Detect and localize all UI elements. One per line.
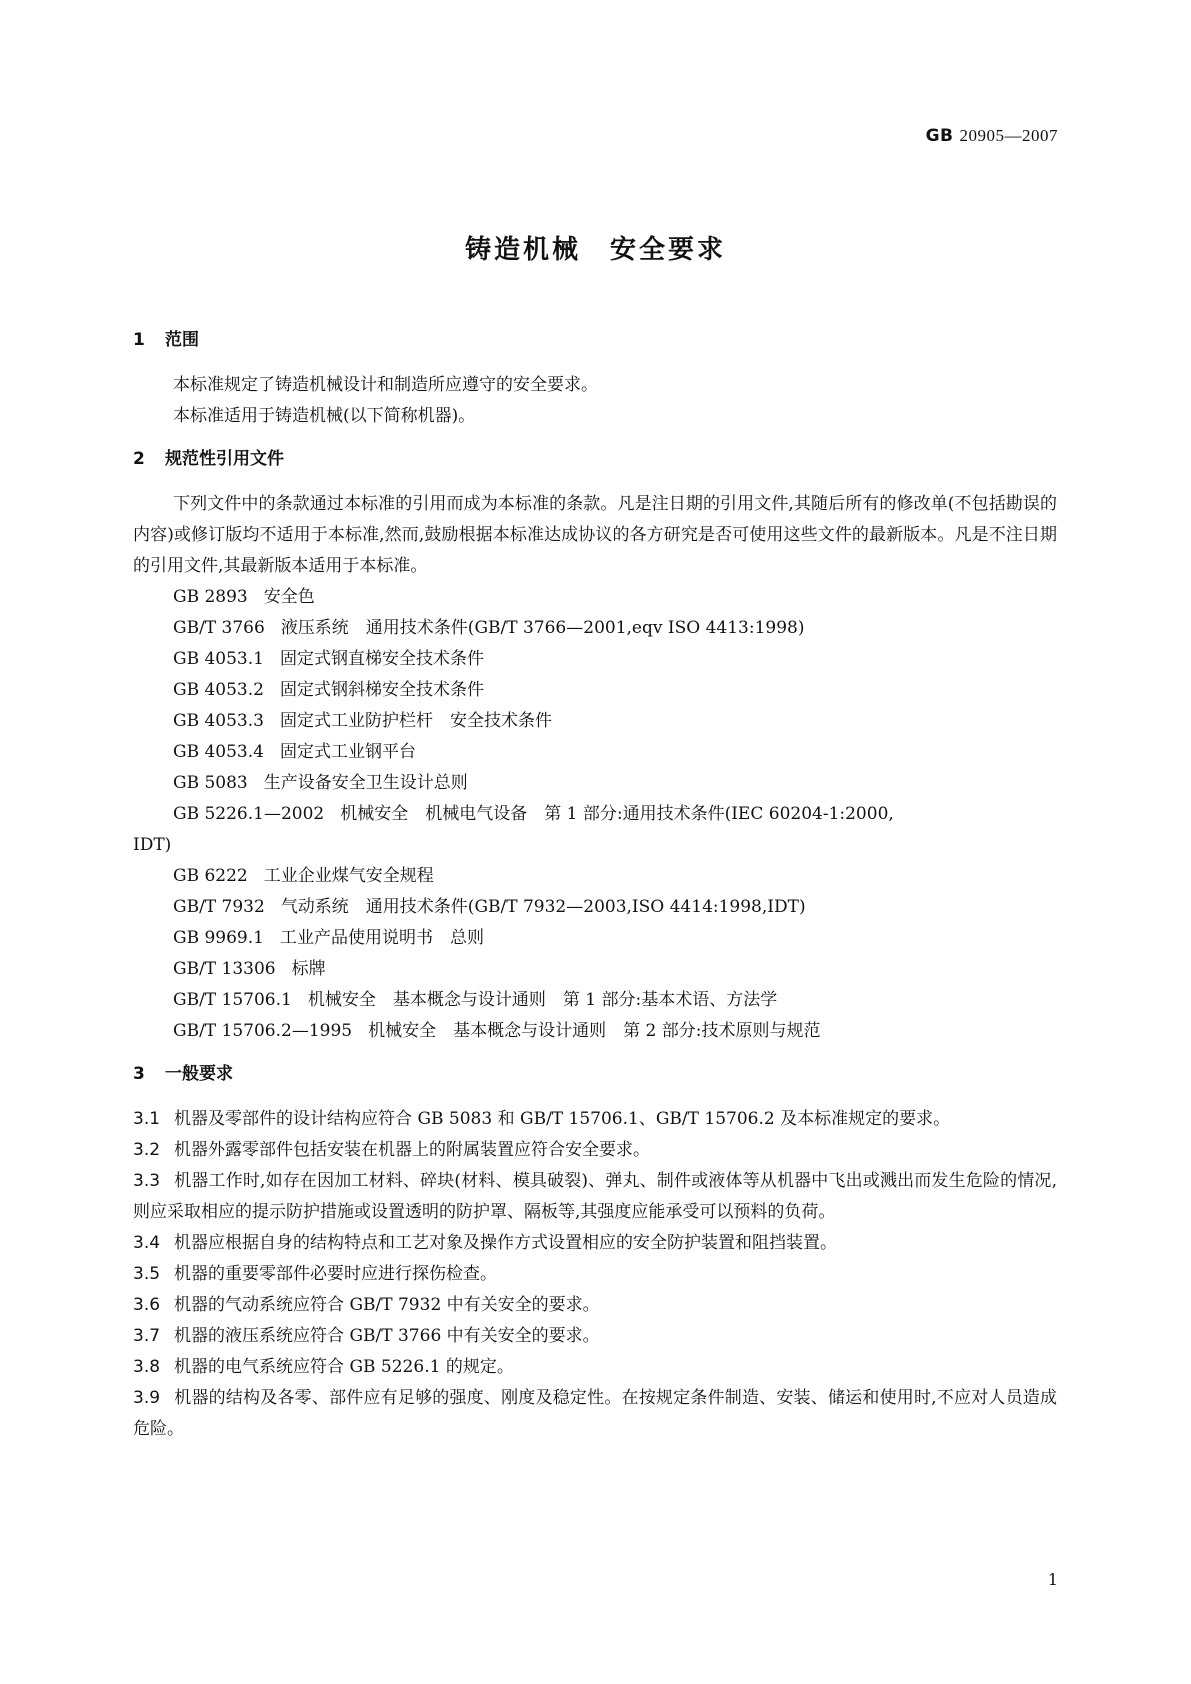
clause-number: 3.8 [133,1357,161,1377]
reference-title: 机械安全 基本概念与设计通则 第 2 部分:技术原则与规范 [368,1021,821,1041]
reference-title: 工业产品使用说明书 总则 [279,928,484,948]
reference-code: GB 4053.2 [173,680,264,700]
reference-code: GB/T 3766 [173,618,265,638]
paragraph: 本标准适用于铸造机械(以下简称机器)。 [173,406,476,426]
standard-prefix: GB [925,126,954,146]
reference-title: 固定式工业防护栏杆 安全技术条件 [279,711,552,731]
section-heading-scope [133,328,1057,352]
clause-number: 3.1 [133,1109,161,1129]
clause-item [133,1228,1057,1259]
reference-code: GB 6222 [173,866,248,886]
clause-number: 3.7 [133,1326,161,1346]
clause-text: 机器的气动系统应符合 GB/T 7932 中有关安全的要求。 [174,1295,600,1315]
clause-text: 机器的重要零部件必要时应进行探伤检查。 [174,1264,498,1284]
section-heading-general-requirements [133,1062,1057,1086]
reference-code: GB 4053.4 [173,742,264,762]
reference-item [133,582,1057,613]
clause-item [133,1383,1057,1445]
reference-item [133,737,1057,768]
reference-code: GB/T 13306 [173,959,276,979]
reference-item [133,954,1057,985]
clause-number: 3.5 [133,1264,161,1284]
clause-text: 机器及零部件的设计结构应符合 GB 5083 和 GB/T 15706.1、GB/T 15706.2 及本标准规定的要求。 [174,1109,951,1129]
section-number: 1 [133,330,145,350]
clause-number: 3.6 [133,1295,161,1315]
clause-text: 机器的电气系统应符合 GB 5226.1 的规定。 [174,1357,514,1377]
paragraph: 下列文件中的条款通过本标准的引用而成为本标准的条款。凡是注日期的引用文件,其随后所有的修改单(不包括勘误的内容)或修订版均不适用于本标准,然而,鼓励根据本标准达成协议的各方研究是否可使用这些文件的最新版本。凡是不注日期的引用文件,其最新版本适用于本标准。 [133,494,1057,576]
paragraph: 本标准规定了铸造机械设计和制造所应遵守的安全要求。 [173,375,598,395]
reference-code: GB 5083 [173,773,248,793]
reference-title: 固定式钢斜梯安全技术条件 [279,680,484,700]
clause-item [133,1104,1057,1135]
reference-title: 固定式钢直梯安全技术条件 [279,649,484,669]
section-heading-normative-references [133,447,1057,471]
reference-item [133,675,1057,706]
reference-title: 固定式工业钢平台 [279,742,416,762]
clause-item [133,1290,1057,1321]
clause-number: 3.9 [133,1388,161,1408]
reference-title: 机械安全 基本概念与设计通则 第 1 部分:基本术语、方法学 [307,990,778,1010]
section-title: 范围 [165,330,199,350]
clause-text: 机器应根据自身的结构特点和工艺对象及操作方式设置相应的安全防护装置和阻挡装置。 [174,1233,838,1253]
clause-text: 机器的液压系统应符合 GB/T 3766 中有关安全的要求。 [174,1326,600,1346]
reference-code: GB/T 15706.1 [173,990,292,1010]
section-title: 一般要求 [165,1064,233,1084]
reference-code: GB 9969.1 [173,928,264,948]
reference-item [133,644,1057,675]
section-number: 3 [133,1064,145,1084]
reference-title: 液压系统 通用技术条件(GB/T 3766—2001,eqv ISO 4413:1998) [280,618,805,638]
document-body [133,328,1057,1445]
page-number: 1 [1047,1570,1058,1589]
reference-item [133,706,1057,737]
clause-item [133,1321,1057,1352]
reference-title: 标牌 [291,959,326,979]
reference-item [133,923,1057,954]
reference-item-continuation: IDT) [133,835,172,855]
standard-number: 20905—2007 [959,126,1058,145]
clause-number: 3.3 [133,1171,161,1191]
reference-item [133,861,1057,892]
reference-list [133,582,1057,1047]
reference-title: 安全色 [263,587,315,607]
reference-code: GB/T 15706.2—1995 [173,1021,353,1041]
reference-title: 工业企业煤气安全规程 [263,866,434,886]
reference-item [133,985,1057,1016]
reference-title: 气动系统 通用技术条件(GB/T 7932—2003,ISO 4414:1998,IDT) [280,897,806,917]
clause-list [133,1104,1057,1445]
clause-number: 3.4 [133,1233,161,1253]
section-title: 规范性引用文件 [165,449,284,469]
clause-item [133,1135,1057,1166]
reference-code: GB 4053.1 [173,649,264,669]
document-title: 铸造机械 安全要求 [464,235,726,265]
reference-code: GB/T 7932 [173,897,265,917]
clause-number: 3.2 [133,1140,161,1160]
reference-title: 机械安全 机械电气设备 第 1 部分:通用技术条件(IEC 60204-1:2000, [340,804,894,824]
reference-title: 生产设备安全卫生设计总则 [263,773,468,793]
clause-text: 机器的结构及各零、部件应有足够的强度、刚度及稳定性。在按规定条件制造、安装、储运和使用时,不应对人员造成危险。 [133,1388,1057,1439]
reference-item [133,892,1057,923]
standard-code [926,126,1058,146]
reference-code: GB 4053.3 [173,711,264,731]
clause-item [133,1352,1057,1383]
reference-code: GB 5226.1—2002 [173,804,325,824]
section-number: 2 [133,449,145,469]
clause-text: 机器工作时,如存在因加工材料、碎块(材料、模具破裂)、弹丸、制件或液体等从机器中飞出或溅出而发生危险的情况,则应采取相应的提示防护措施或设置透明的防护罩、隔板等,其强度应能承受可以预料的负荷。 [133,1171,1057,1222]
reference-item [133,613,1057,644]
clause-item [133,1166,1057,1228]
reference-item [133,768,1057,799]
reference-code: GB 2893 [173,587,248,607]
clause-item [133,1259,1057,1290]
reference-item [133,1016,1057,1047]
reference-item [133,799,1057,830]
clause-text: 机器外露零部件包括安装在机器上的附属装置应符合安全要求。 [174,1140,651,1160]
